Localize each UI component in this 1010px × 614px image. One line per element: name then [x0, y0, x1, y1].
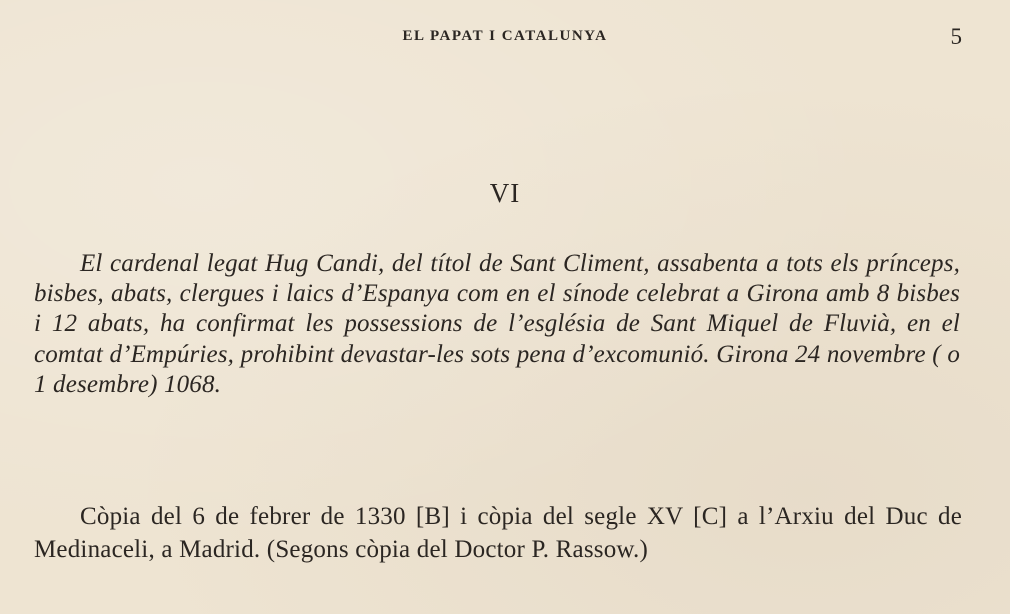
section-number: VI — [489, 178, 521, 208]
running-title: EL PAPAT I CATALUNYA — [402, 28, 608, 44]
running-head — [0, 24, 1010, 50]
page-number: 5 — [950, 24, 962, 49]
regest-paragraph: El cardenal legat Hug Candi, del títol de Sant Climent, assabenta a tots els prínceps, bisbes, abats, clergues i laics d’Espanya com en el sínode celebrat a Girona amb 8 bisbes i 12 abats, ha confirmat les possessions de l’església de Sant Miquel de Fluvià, en el comtat d’Empúries, prohibint devastar-les sots pena d’excomunió. Girona 24 novembre ( o 1 desembre) 1068. — [34, 250, 960, 398]
source-note-paragraph: Còpia del 6 de febrer de 1330 [B] i còpia del segle XV [C] a l’Arxiu del Duc de Medinaceli, a Madrid. (Segons còpia del Doctor P. Rassow.) — [34, 503, 962, 563]
